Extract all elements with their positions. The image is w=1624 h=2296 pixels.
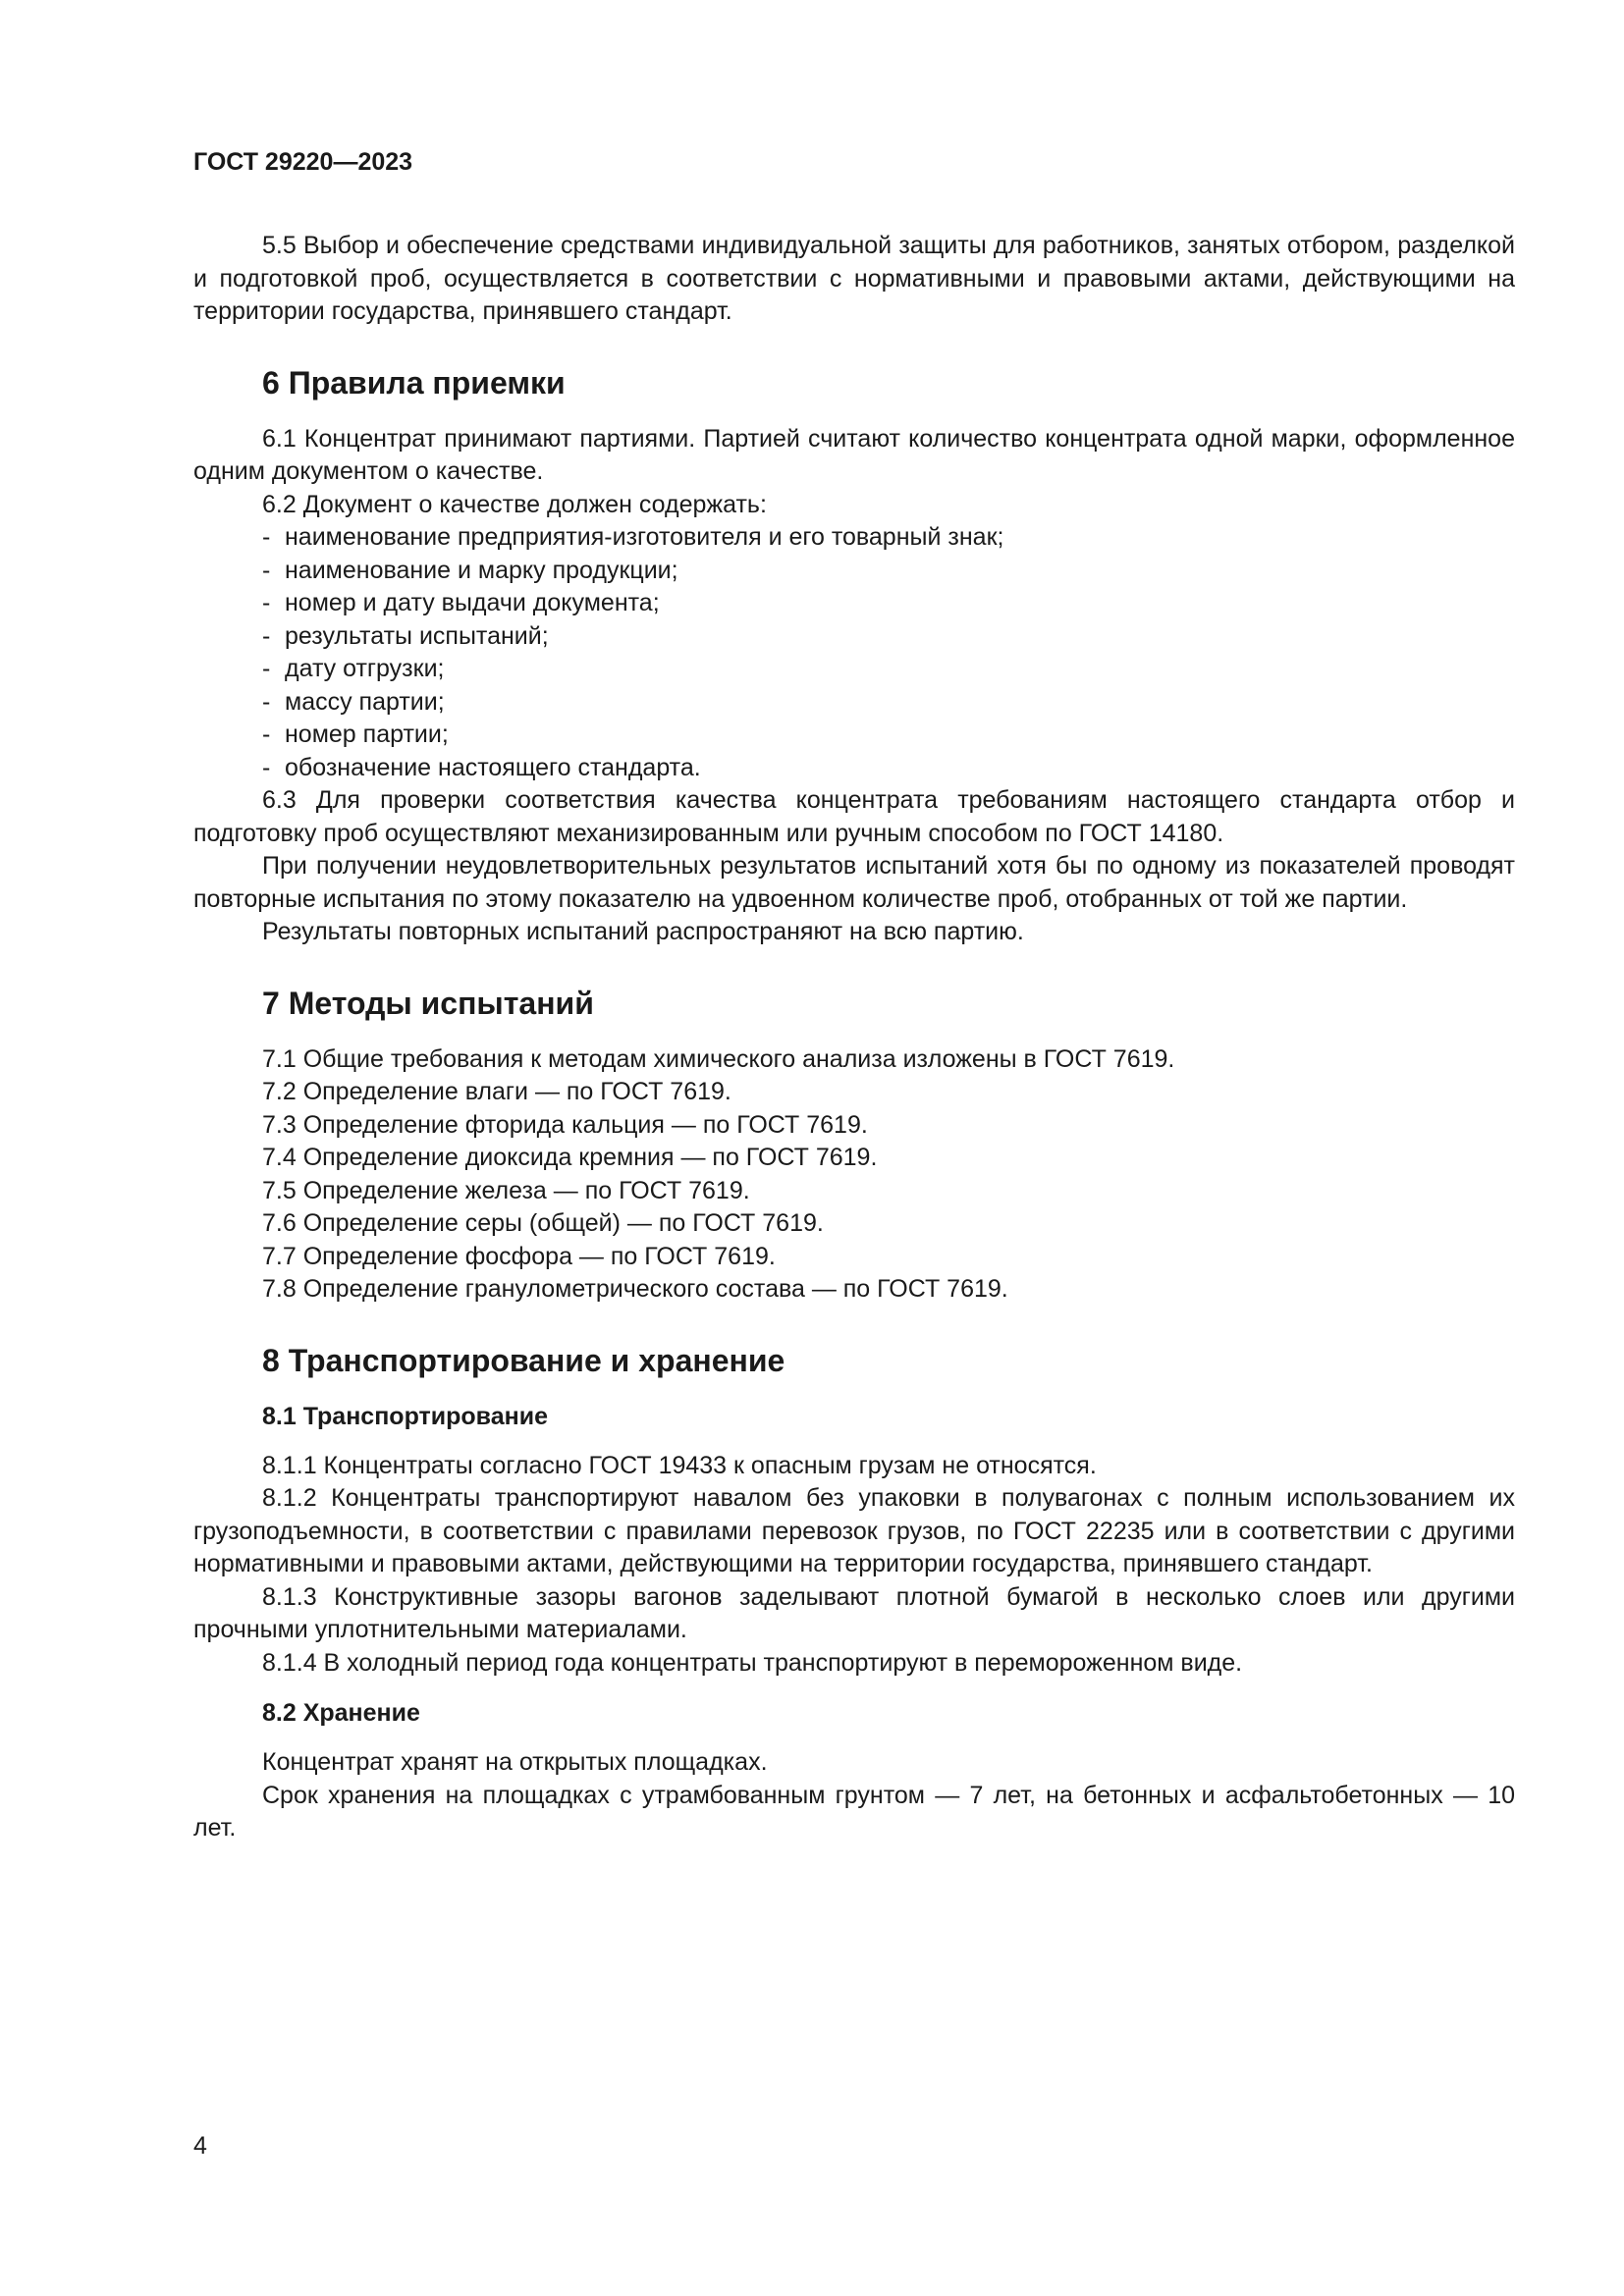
list-item-text: наименование и марку продукции; [285, 556, 678, 584]
list-dash: - [262, 556, 271, 584]
list-item-text: наименование предприятия-изготовителя и его товарный знак; [285, 523, 1004, 551]
section-6-title: 6 Правила приемки [262, 364, 566, 400]
list-dash: - [262, 687, 271, 716]
paragraph-8-2-storage: Концентрат хранят на открытых площадках. [262, 1748, 768, 1776]
list-item [193, 620, 1515, 654]
list-item [193, 555, 1515, 588]
list-item [193, 752, 1515, 785]
subsection-8-2-title: 8.2 Хранение [262, 1699, 420, 1727]
list-dash: - [262, 621, 271, 650]
list-dash: - [262, 655, 271, 682]
paragraph-6-1: 6.1 Концентрат принимают партиями. Партией считают количество концентрата одной марки, оформленное одним документом о качестве. [193, 424, 1515, 485]
paragraph-7-6: 7.6 Определение серы (общей) — по ГОСТ 7619. [262, 1209, 824, 1237]
paragraph-8-1-1: 8.1.1 Концентраты согласно ГОСТ 19433 к опасным грузам не относятся. [262, 1451, 1097, 1479]
document-code-header: ГОСТ 29220—2023 [193, 148, 413, 176]
list-dash: - [262, 523, 271, 551]
paragraph-7-8: 7.8 Определение гранулометрического состава — по ГОСТ 7619. [262, 1275, 1008, 1303]
section-8-title: 8 Транспортирование и хранение [262, 1342, 785, 1378]
list-item [193, 587, 1515, 620]
list-item-text: дату отгрузки; [285, 655, 445, 682]
paragraph-6-2: 6.2 Документ о качестве должен содержать: [262, 490, 767, 518]
list-item-text: номер партии; [285, 721, 449, 748]
list-dash: - [262, 721, 271, 748]
paragraph-7-1: 7.1 Общие требования к методам химического анализа изложены в ГОСТ 7619. [262, 1044, 1175, 1073]
section-7-title: 7 Методы испытаний [262, 985, 594, 1021]
list-dash: - [262, 753, 271, 781]
list-item-text: массу партии; [285, 687, 445, 716]
paragraph-7-3: 7.3 Определение фторида кальция — по ГОСТ 7619. [262, 1110, 868, 1139]
paragraph-8-1-4: 8.1.4 В холодный период года концентраты транспортируют в перемороженном виде. [262, 1648, 1243, 1677]
paragraph-6-3-result: Результаты повторных испытаний распространяют на всю партию. [262, 918, 1024, 945]
page-number: 4 [193, 2132, 207, 2160]
list-item [193, 686, 1515, 720]
list-item-text: результаты испытаний; [285, 621, 549, 650]
paragraph-7-7: 7.7 Определение фосфора — по ГОСТ 7619. [262, 1242, 776, 1270]
paragraph-5-5: 5.5 Выбор и обеспечение средствами индивидуальной защиты для работников, занятых отбором, разделкой и подготовкой проб, осуществляется в соответствии с нормативными и правовыми актами, действующими на территории государства, принявшего стандарт. [193, 232, 1515, 325]
list-item [193, 653, 1515, 686]
list-item [193, 521, 1515, 555]
list-dash: - [262, 589, 271, 616]
paragraph-7-4: 7.4 Определение диоксида кремния — по ГОСТ 7619. [262, 1144, 878, 1171]
paragraph-7-2: 7.2 Определение влаги — по ГОСТ 7619. [262, 1078, 731, 1105]
subsection-8-1-title: 8.1 Транспортирование [262, 1402, 548, 1430]
list-item [193, 719, 1515, 752]
paragraph-6-3: 6.3 Для проверки соответствия качества концентрата требованиям настоящего стандарта отбор и подготовку проб осуществляют механизированным или ручным способом по ГОСТ 14180. [193, 786, 1515, 847]
list-item-text: обозначение настоящего стандарта. [285, 753, 701, 781]
list-item-text: номер и дату выдачи документа; [285, 589, 660, 616]
paragraph-8-2-term: Срок хранения на площадках с утрамбованным грунтом — 7 лет, на бетонных и асфальтобетонных — 10 лет. [193, 1781, 1515, 1842]
paragraph-6-3-retest: При получении неудовлетворительных результатов испытаний хотя бы по одному из показателей проводят повторные испытания по этому показателю на удвоенном количестве проб, отобранных от той же партии. [193, 852, 1515, 913]
quality-document-list [193, 521, 1515, 784]
document-page [193, 147, 1515, 1845]
paragraph-8-1-3: 8.1.3 Конструктивные зазоры вагонов заделывают плотной бумагой в несколько слоев или другими прочными уплотнительными материалами. [193, 1582, 1515, 1643]
paragraph-7-5: 7.5 Определение железа — по ГОСТ 7619. [262, 1176, 750, 1204]
paragraph-8-1-2: 8.1.2 Концентраты транспортируют навалом без упаковки в полувагонах с полным использованием их грузоподъемности, в соответствии с правилами перевозок грузов, по ГОСТ 22235 или в соответствии с другими нормативными и правовыми актами, действующими на территории государства, принявшего стандарт. [193, 1484, 1515, 1577]
